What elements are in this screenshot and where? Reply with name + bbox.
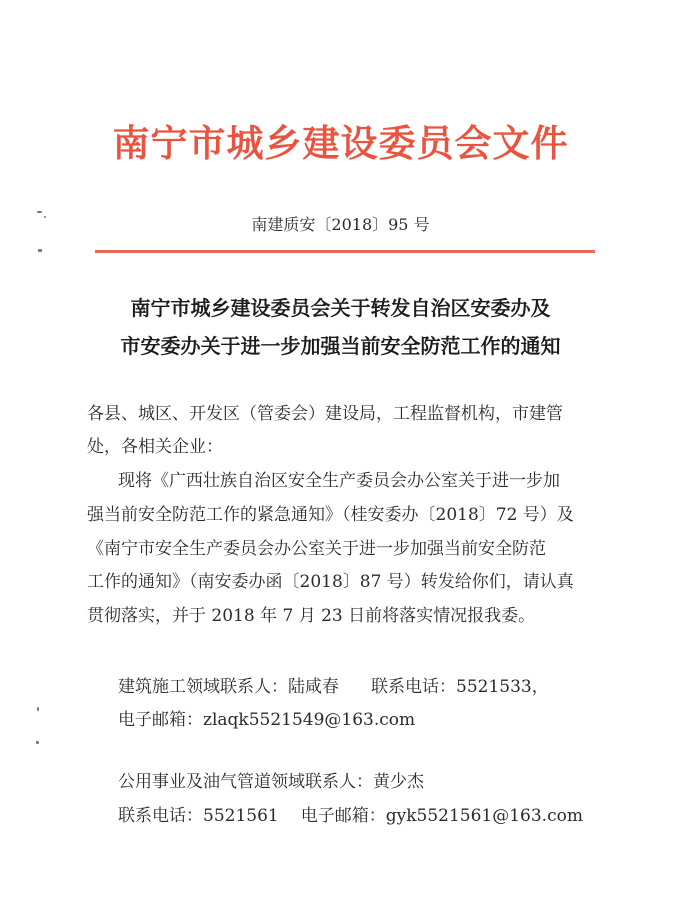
contact-email: 电子邮箱：gyk5521561@163.com	[300, 806, 583, 826]
body-line: 强当前安全防范工作的紧急通知》（桂安委办〔2018〕72 号）及	[87, 505, 574, 525]
scan-speck	[37, 707, 39, 711]
scan-speck	[37, 211, 42, 213]
scan-speck	[38, 249, 42, 252]
masthead-title: 南宁市城乡建设委员会文件	[112, 122, 569, 165]
contact-person: 建筑施工领域联系人：陆咸春	[118, 677, 339, 697]
body-line: 工作的通知》（南安委办函〔2018〕87 号）转发给你们，请认真	[87, 572, 574, 592]
body-line: 处，各相关企业：	[87, 437, 223, 457]
body-line: 贯彻落实，并于 2018 年 7 月 23 日前将落实情况报我委。	[87, 606, 536, 626]
contact-line	[118, 672, 549, 697]
scan-speck	[36, 741, 39, 744]
body-line: 现将《广西壮族自治区安全生产委员会办公室关于进一步加	[118, 471, 560, 491]
contact-person: 公用事业及油气管道领域联系人：黄少杰	[118, 772, 424, 792]
body-line: 《南宁市安全生产委员会办公室关于进一步加强当前安全防范	[87, 539, 546, 559]
contact-line	[118, 801, 583, 826]
contact-email: 电子邮箱：zlaqk5521549@163.com	[118, 710, 416, 730]
contact-phone: 联系电话：5521561	[118, 806, 279, 826]
notice-title-line-1: 南宁市城乡建设委员会关于转发自治区安委办及	[130, 296, 551, 320]
notice-title-line-2: 市安委办关于进一步加强当前安全防范工作的通知	[120, 334, 561, 358]
contact-phone: 联系电话：5521533，	[371, 677, 549, 697]
scan-speck	[44, 216, 46, 218]
body-line: 各县、城区、开发区（管委会）建设局，工程监督机构，市建管	[87, 404, 563, 424]
document-number: 南建质安〔2018〕95 号	[251, 215, 430, 234]
red-divider-rule	[95, 250, 595, 253]
